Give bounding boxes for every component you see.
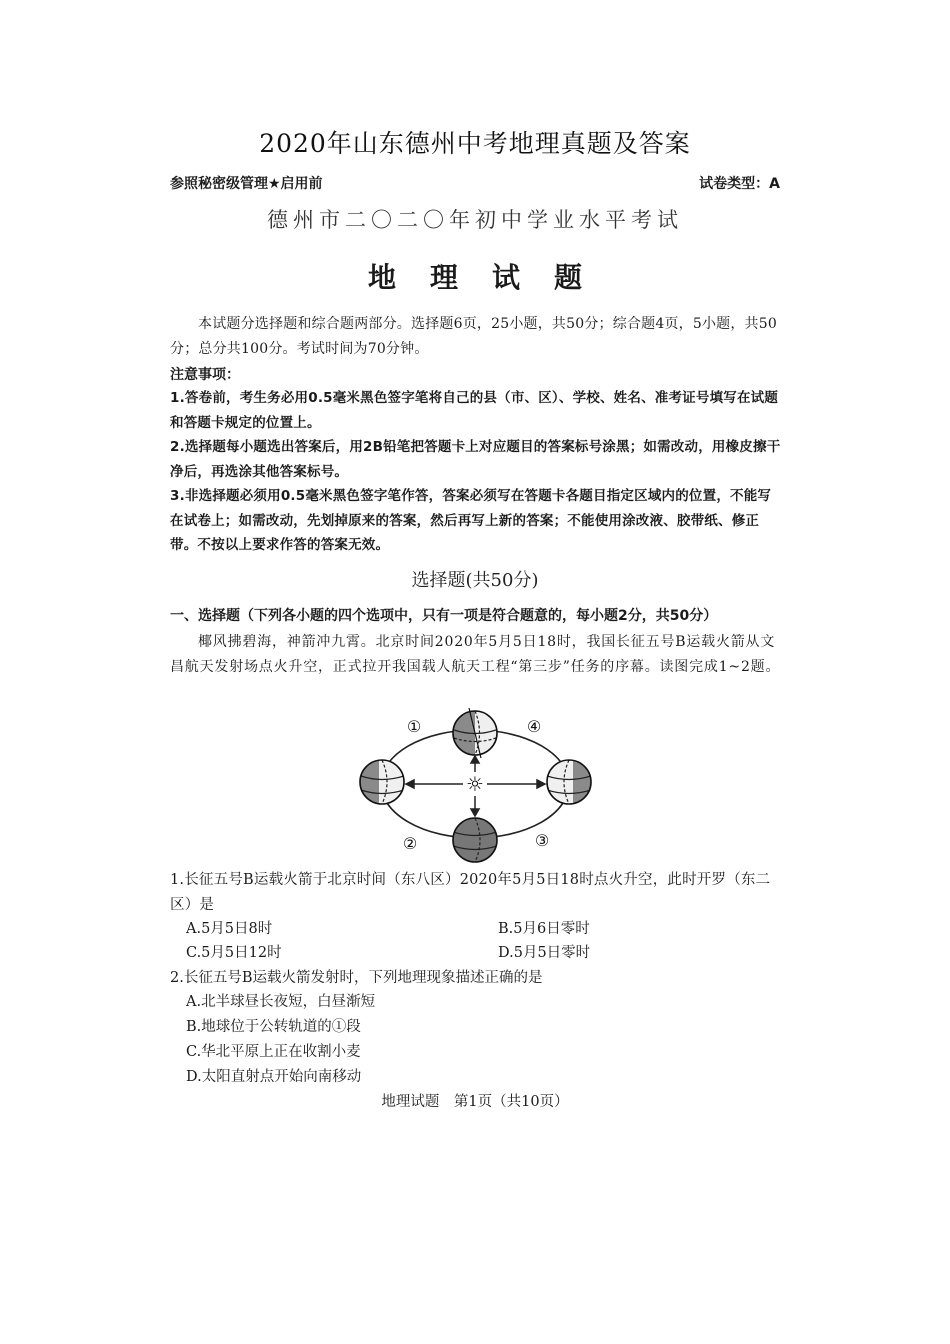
question-2-option-b: B.地球位于公转轨道的①段 xyxy=(186,1019,361,1035)
passage: 椰风拂碧海，神箭冲九霄。北京时间2020年5月5日18时，我国长征五号B运载火箭从文昌航天发射场点火升空，正式拉开我国载人航天工程“第三步”任务的序幕。读图完成1~2题。 xyxy=(170,634,781,675)
notes-title: 注意事项： xyxy=(170,367,240,383)
question-2-option-d: D.太阳直射点开始向南移动 xyxy=(186,1069,362,1085)
question-2-option-c: C.华北平原上正在收割小麦 xyxy=(186,1044,361,1060)
section-title: 选择题(共50分) xyxy=(411,570,539,591)
exam-name: 德州市二〇二〇年初中学业水平考试 xyxy=(267,208,683,232)
intro-paragraph: 本试题分选择题和综合题两部分。选择题6页，25小题，共50分；综合题4页，5小题，共50分；总分共100分。考试时间为70分钟。 xyxy=(170,316,777,357)
note-item-1: 1.答卷前，考生务必用0.5毫米黑色签字笔将自己的县（市、区）、学校、姓名、准考证号填写在试题和答题卡规定的位置上。 xyxy=(170,390,779,431)
question-1-option-d: D.5月5日零时 xyxy=(498,945,591,961)
question-1-option-a: A.5月5日8时 xyxy=(186,921,273,937)
orbit-label-4: ④ xyxy=(526,717,542,736)
earth-orbit-diagram xyxy=(348,700,600,868)
orbit-label-2: ② xyxy=(402,834,418,853)
question-1-option-b: B.5月6日零时 xyxy=(498,921,590,937)
orbit-label-3: ③ xyxy=(534,831,550,850)
question-heading: 一、选择题（下列各小题的四个选项中，只有一项是符合题意的，每小题2分，共50分） xyxy=(170,608,718,624)
sun-icon: ☼ xyxy=(466,772,484,796)
question-1-stem: 1.长征五号B运载火箭于北京时间（东八区）2020年5月5日18时点火升空，此时开罗（东二区）是 xyxy=(170,872,771,913)
note-item-2: 2.选择题每小题选出答案后，用2B铅笔把答题卡上对应题目的答案标号涂黑；如需改动，用橡皮擦干净后，再选涂其他答案标号。 xyxy=(170,439,781,480)
note-item-3: 3.非选择题必须用0.5毫米黑色签字笔作答，答案必须写在答题卡各题目指定区域内的位置，不能写在试卷上；如需改动，先划掉原来的答案，然后再写上新的答案；不能使用涂改液、胶带纸、修正带。不按以上要求作答的答案无效。 xyxy=(170,488,772,553)
document-title: 2020年山东德州中考地理真题及答案 xyxy=(259,129,691,158)
page-footer: 地理试题 第1页（共10页） xyxy=(381,1094,569,1110)
question-2-option-a: A.北半球昼长夜短，白昼渐短 xyxy=(186,994,376,1010)
secrecy-label: 参照秘密级管理★启用前 xyxy=(170,176,323,192)
paper-type-label: 试卷类型：A xyxy=(699,176,780,192)
subject-title: 地理试题 xyxy=(367,261,616,294)
orbit-label-1: ① xyxy=(406,717,422,736)
question-2-stem: 2.长征五号B运载火箭发射时，下列地理现象描述正确的是 xyxy=(170,970,543,986)
question-1-option-c: C.5月5日12时 xyxy=(186,945,282,961)
